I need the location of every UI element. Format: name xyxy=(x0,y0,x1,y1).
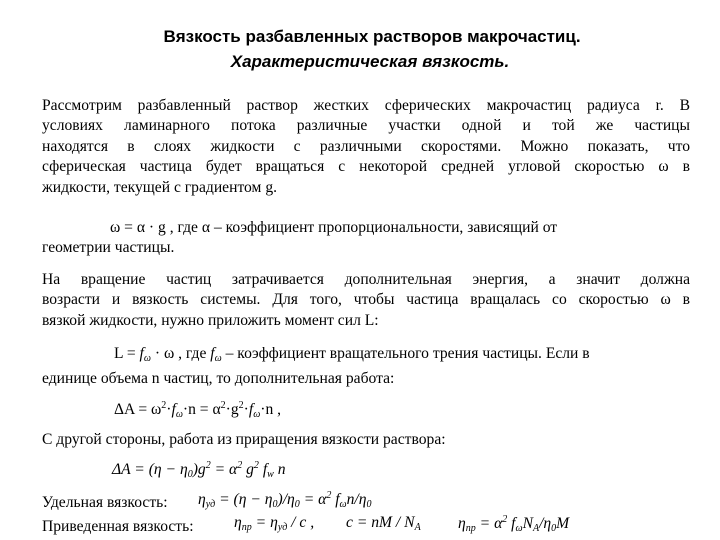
equation-omega-line2: геометрии частицы. xyxy=(42,239,175,257)
text-line: находятся в слоях жидкости с различными скоростями. Можно показать, что xyxy=(42,137,690,155)
text-line: условиях ламинарного потока различные участки одной и той же частицы xyxy=(42,117,690,135)
equation-omega-line1: ω = α · g , где α – коэффициент пропорциональности, зависящий от xyxy=(110,219,558,236)
equation-moment xyxy=(42,344,690,390)
equation-specific-viscosity: $\eta_{уд} = (\eta - \eta_0)/\eta_0 = \alpha^2$ $f_\omega n/\eta_0$ xyxy=(198,490,372,510)
text-line: вязкой жидкости, нужно приложить момент сил L: xyxy=(42,311,379,329)
equation-viscosity-work: $\Delta A = (\eta - \eta_0)g^2 = \alpha^2$ $g^2$ $f_w$ n xyxy=(112,460,286,480)
paragraph-viscosity-work: С другой стороны, работа из приращения вязкости раствора: xyxy=(42,431,446,448)
text-line: возрасти и вязкость системы. Для того, чтобы частица вращалась со скоростью ω в xyxy=(42,291,690,309)
slide-title-line1: Вязкость разбавленных растворов макрочастиц. xyxy=(163,27,581,46)
text-line: На вращение частиц затрачивается дополнительная энергия, а значит должна xyxy=(42,271,690,288)
equation-concentration: c = nM / $N_A$ xyxy=(346,514,421,533)
equation-moment-line2: единице объема n частиц, то дополнительная работа: xyxy=(42,370,395,388)
slide-title-line2: Характеристическая вязкость. xyxy=(230,52,510,71)
equation-omega xyxy=(42,218,690,259)
equation-reduced-viscosity: $\eta_{пр} = \eta_{уд} / c$ , xyxy=(234,514,315,533)
equation-work: $\Delta A = \omega^2\cdot f_\omega\cdot n = \alpha^2\cdot g^2\cdot f_\omega\cdot n$ , xyxy=(114,400,282,420)
label-reduced-viscosity: Приведенная вязкость: xyxy=(42,518,194,535)
label-specific-viscosity: Удельная вязкость: xyxy=(42,494,168,511)
equation-moment-line1: $L = f_\omega \cdot \omega$ , где $f_\omega$ – коэффициент вращательного трения частицы. Если в xyxy=(114,345,590,364)
text-line: Рассмотрим разбавленный раствор жестких сферических макрочастиц радиуса r. В xyxy=(42,97,690,114)
paragraph-rotation xyxy=(42,270,690,331)
paragraph-intro xyxy=(42,96,690,198)
text-line: жидкости, текущей с градиентом g. xyxy=(42,178,278,196)
text-line: сферическая частица будет вращаться с некоторой средней угловой скоростью ω в xyxy=(42,158,690,176)
equation-reduced-viscosity-result: $\eta_{пр} = \alpha^2$ $f_\omega N_A/\eta_0M$ xyxy=(458,514,570,534)
